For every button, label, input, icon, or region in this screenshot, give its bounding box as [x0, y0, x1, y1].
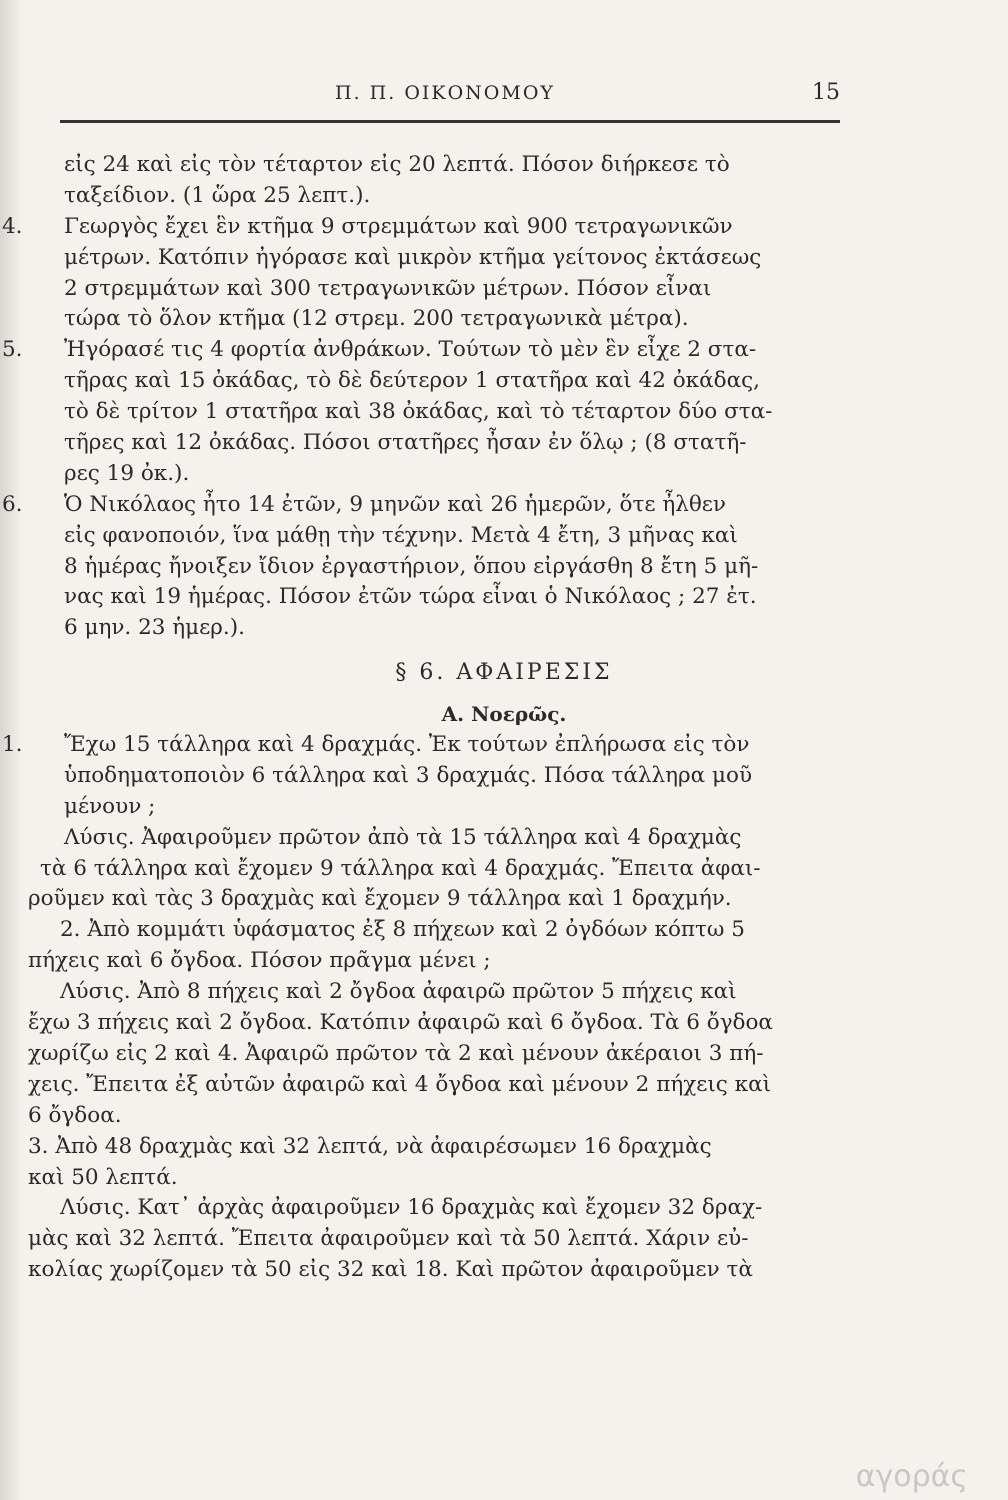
- text-line: [0, 490, 1008, 521]
- line-text: 6 μην. 23 ἡμερ.).: [64, 615, 245, 641]
- text-line: [0, 582, 1008, 613]
- line-text: 2. Ἀπὸ κομμάτι ὑφάσματος ἐξ 8 πήχεων καὶ 2 ὀγδόων κόπτω 5: [60, 917, 745, 943]
- text-line: [0, 521, 1008, 552]
- text-line: [0, 366, 1008, 397]
- text-line: [0, 212, 1008, 243]
- text-line: [0, 1255, 1008, 1286]
- text-line: [0, 181, 1008, 212]
- line-text: ἔχω 3 πήχεις καὶ 2 ὄγδοα. Κατόπιν ἀφαιρῶ καὶ 6 ὄγδοα. Τὰ 6 ὄγδοα: [28, 1010, 773, 1036]
- text-line: [0, 613, 1008, 644]
- text-line: [0, 397, 1008, 428]
- line-text: Γεωργὸς ἔχει ἓν κτῆμα 9 στρεμμάτων καὶ 900 τετραγωνικῶν: [64, 213, 733, 239]
- text-line: [0, 1101, 1008, 1132]
- text-line: [0, 854, 1008, 885]
- text-line: [0, 335, 1008, 366]
- section-subtitle: Α. Νοερῶς.: [441, 702, 567, 727]
- line-text: τώρα τὸ ὅλον κτῆμα (12 στρεμ. 200 τετραγωνικὰ μέτρα).: [64, 306, 689, 332]
- line-text: 3. Ἀπὸ 48 δραχμὰς καὶ 32 λεπτά, νὰ ἀφαιρέσωμεν 16 δραχμὰς: [28, 1133, 712, 1159]
- text-line: [0, 977, 1008, 1008]
- line-text: ρες 19 ὀκ.).: [64, 460, 190, 486]
- text-line: [0, 428, 1008, 459]
- text-line: [0, 761, 1008, 792]
- line-text: τὸ δὲ τρίτον 1 στατῆρα καὶ 38 ὀκάδας, καὶ τὸ τέταρτον δύο στα-: [64, 399, 773, 425]
- text-line: [0, 792, 1008, 823]
- line-text: Ἠγόρασέ τις 4 φορτία ἀνθράκων. Τούτων τὸ μὲν ἓν εἶχε 2 στα-: [64, 337, 757, 363]
- line-text: ροῦμεν καὶ τὰς 3 δραχμὰς καὶ ἔχομεν 9 τάλληρα καὶ 1 δραχμήν.: [28, 886, 732, 912]
- text-line: [0, 1193, 1008, 1224]
- problem-number: 5.: [2, 337, 23, 363]
- line-text: Ὁ Νικόλαος ἦτο 14 ἐτῶν, 9 μηνῶν καὶ 26 ἡμερῶν, ὅτε ἦλθεν: [64, 491, 727, 517]
- text-line: [0, 915, 1008, 946]
- line-text: χωρίζω εἰς 2 καὶ 4. Ἀφαιρῶ πρῶτον τὰ 2 καὶ μένουν ἀκέραιοι 3 πή-: [28, 1040, 764, 1066]
- line-text: 6 ὄγδοα.: [28, 1102, 122, 1128]
- page-body: [0, 150, 1008, 1286]
- text-line: [0, 150, 1008, 181]
- text-line: [0, 946, 1008, 977]
- text-line: [0, 552, 1008, 583]
- line-text: 8 ἡμέρας ἤνοιξεν ἴδιον ἐργαστήριον, ὅπου εἰργάσθη 8 ἔτη 5 μῆ-: [64, 553, 759, 579]
- text-line: [0, 1163, 1008, 1194]
- line-text: μένουν ;: [64, 793, 156, 819]
- text-line: [0, 459, 1008, 490]
- line-text: πήχεις καὶ 6 ὄγδοα. Πόσον πρᾶγμα μένει ;: [28, 948, 491, 974]
- problem-number: 4.: [2, 213, 23, 239]
- line-text: μὰς καὶ 32 λεπτά. Ἔπειτα ἀφαιροῦμεν καὶ τὰ 50 λεπτά. Χάριν εὐ-: [28, 1226, 749, 1252]
- page-number: 15: [812, 80, 840, 105]
- line-text: νας καὶ 19 ἡμέρας. Πόσον ἐτῶν τώρα εἶναι ὁ Νικόλαος ; 27 ἐτ.: [64, 584, 757, 610]
- watermark-text: αγοράς: [855, 1459, 968, 1494]
- line-text: Λύσις. Κατ᾽ ἀρχὰς ἀφαιροῦμεν 16 δραχμὰς καὶ ἔχομεν 32 δραχ-: [60, 1195, 763, 1221]
- text-line: [0, 304, 1008, 335]
- header-rule: [60, 120, 840, 123]
- text-line: [0, 1224, 1008, 1255]
- text-line: [0, 1039, 1008, 1070]
- line-text: 2 στρεμμάτων καὶ 300 τετραγωνικῶν μέτρων. Πόσον εἶναι: [64, 275, 712, 301]
- line-text: ὑποδηματοποιὸν 6 τάλληρα καὶ 3 δραχμάς. Πόσα τάλληρα μοῦ: [64, 762, 753, 788]
- line-text: τὰ 6 τάλληρα καὶ ἔχομεν 9 τάλληρα καὶ 4 δραχμάς. Ἔπειτα ἀφαι-: [40, 855, 761, 881]
- text-line: [0, 1008, 1008, 1039]
- line-text: κολίας χωρίζομεν τὰ 50 εἰς 32 καὶ 18. Καὶ πρῶτον ἀφαιροῦμεν τὰ: [28, 1257, 753, 1283]
- problem-number: 6.: [2, 491, 23, 517]
- line-text: τῆρες καὶ 12 ὀκάδας. Πόσοι στατῆρες ἦσαν ἐν ὅλῳ ; (8 στατῆ-: [64, 430, 747, 456]
- text-line: [0, 730, 1008, 761]
- line-text: καὶ 50 λεπτά.: [28, 1164, 178, 1190]
- line-text: τῆρας καὶ 15 ὀκάδας, τὸ δὲ δεύτερον 1 στατῆρα καὶ 42 ὀκάδας,: [64, 368, 760, 394]
- text-line: [0, 274, 1008, 305]
- text-line: [0, 1070, 1008, 1101]
- line-text: Ἔχω 15 τάλληρα καὶ 4 δραχμάς. Ἐκ τούτων ἐπλήρωσα εἰς τὸν: [64, 732, 750, 758]
- line-text: ταξείδιον. (1 ὥρα 25 λεπτ.).: [64, 182, 371, 208]
- line-text: μέτρων. Κατόπιν ἠγόρασε καὶ μικρὸν κτῆμα γείτονος ἐκτάσεως: [64, 244, 762, 270]
- text-line: [0, 1132, 1008, 1163]
- section-title: § 6. ΑΦΑΙΡΕΣΙΣ: [395, 660, 613, 686]
- line-text: Λύσις. Ἀπὸ 8 πήχεις καὶ 2 ὄγδοα ἀφαιρῶ πρῶτον 5 πήχεις καὶ: [60, 979, 737, 1005]
- line-text: εἰς 24 καὶ εἰς τὸν τέταρτον εἰς 20 λεπτά. Πόσον διήρκεσε τὸ: [64, 152, 730, 177]
- line-text: Λύσις. Ἀφαιροῦμεν πρῶτον ἀπὸ τὰ 15 τάλληρα καὶ 4 δραχμὰς: [64, 824, 742, 850]
- problem-number: 1.: [2, 732, 23, 758]
- line-text: εἰς φανοποιόν, ἵνα μάθῃ τὴν τέχνην. Μετὰ 4 ἔτη, 3 μῆνας καὶ: [64, 522, 738, 548]
- line-text: χεις. Ἔπειτα ἐξ αὐτῶν ἀφαιρῶ καὶ 4 ὄγδοα καὶ μένουν 2 πήχεις καὶ: [28, 1071, 772, 1097]
- text-line: [0, 243, 1008, 274]
- running-header: [60, 78, 840, 110]
- text-line: [0, 884, 1008, 915]
- header-title: Π. Π. ΟΙΚΟΝΟΜΟΥ: [335, 82, 555, 104]
- text-line: [0, 823, 1008, 854]
